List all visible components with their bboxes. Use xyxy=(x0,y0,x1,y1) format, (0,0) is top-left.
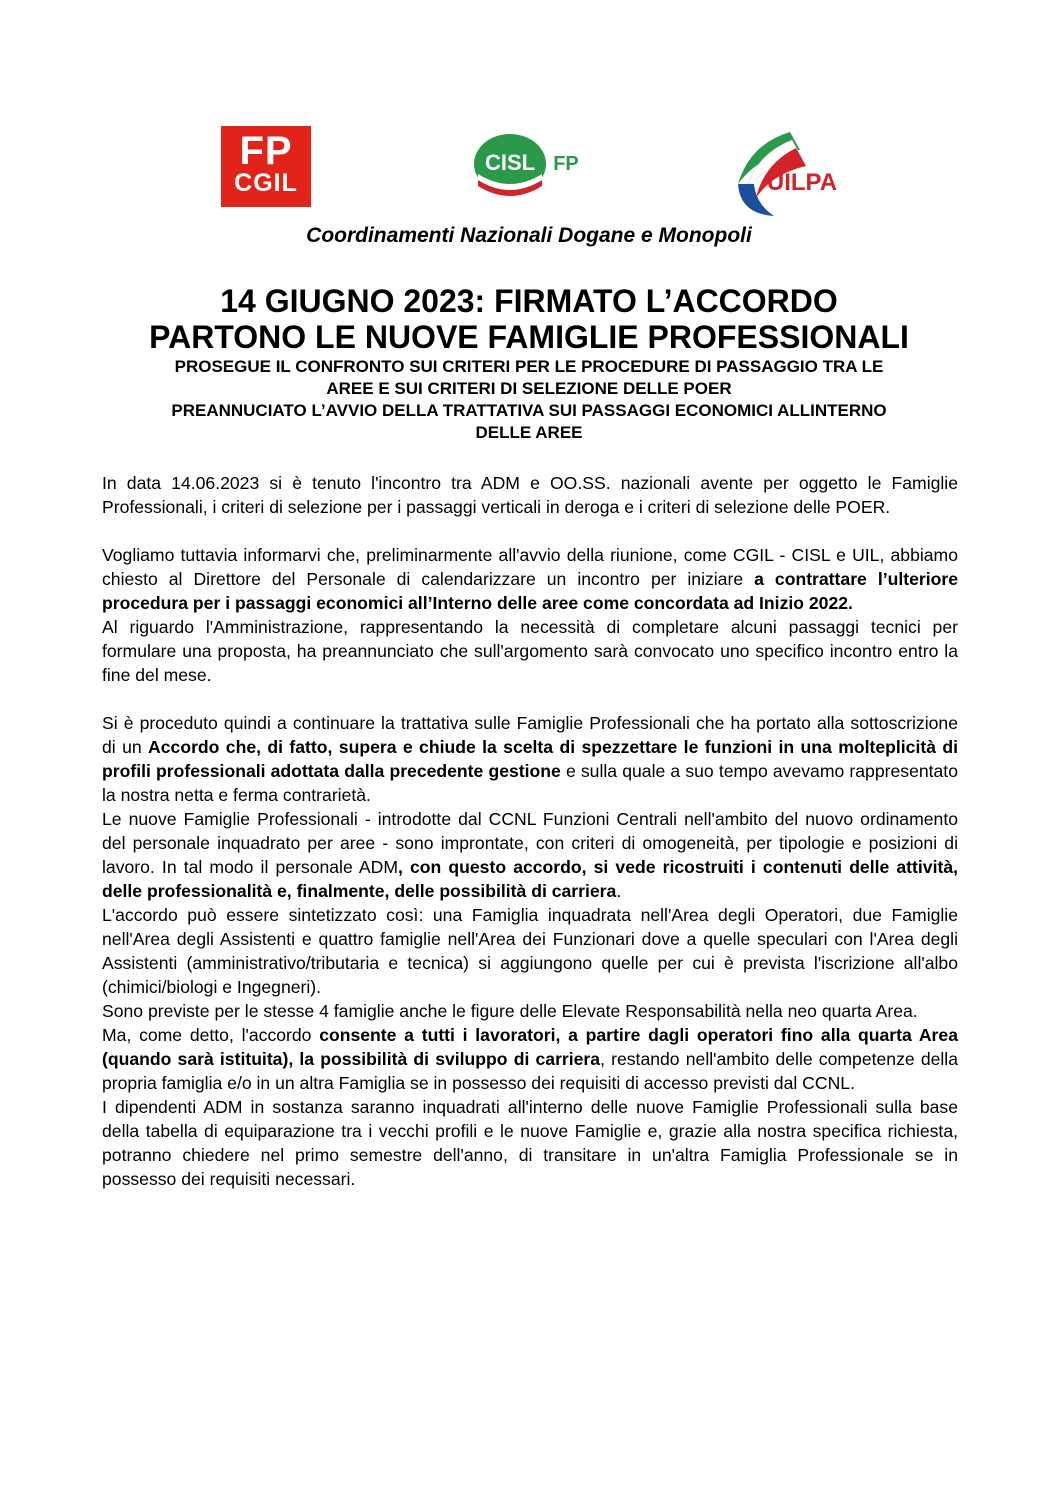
paragraph-8 xyxy=(102,1023,958,1095)
uilpa-logo-text: UILPA xyxy=(766,169,838,196)
subtitle: Coordinamenti Nazionali Dogane e Monopoli xyxy=(306,224,752,247)
headline-line-1: 14 GIUGNO 2023: FIRMATO L’ACCORDO xyxy=(220,283,838,319)
paragraph-2-text: Vogliamo tuttavia informarvi che, preliminarmente all'avvio della riunione, come CGIL - CISL e UIL, abbiamo chiesto al Direttore del Personale di calendarizzare un incontro per iniziare xyxy=(102,545,958,589)
paragraph-4-bold: Accordo che, di fatto, supera e chiude la scelta di spezzettare le funzioni in una molteplicità di profili professionali adottata dalla precedente gestione xyxy=(102,737,959,781)
subhead-line-4: DELLE AREE xyxy=(475,423,583,442)
fp-cgil-logo xyxy=(221,126,311,207)
headline-line-2: PARTONO LE NUOVE FAMIGLIE PROFESSIONALI xyxy=(149,319,909,355)
paragraph-7: Sono previste per le stesse 4 famiglie anche le figure delle Elevate Responsabilità nella neo quarta Area. xyxy=(102,1001,918,1021)
paragraph-4 xyxy=(102,711,958,807)
logo-row xyxy=(0,120,1058,225)
uilpa-logo xyxy=(730,124,845,220)
paragraph-3: Al riguardo l'Amministrazione, rappresentando la necessità di completare alcuni passaggi tecnici per formulare una proposta, ha preannunciato che sull'argomento sarà convocato uno specifico incontro entro la fine del mese. xyxy=(102,617,958,685)
paragraph-5 xyxy=(102,807,958,903)
paragraph-2 xyxy=(102,543,958,615)
paragraph-9: I dipendenti ADM in sostanza saranno inquadrati all'interno delle nuove Famiglie Professionali sulla base della tabella di equiparazione tra i vecchi profili e le nuove Famiglie e, grazie alla nostra specifica richiesta, potranno chiedere nel primo semestre dell'anno, di transitare in un'altra Famiglia Professionale se in possesso dei requisiti necessari. xyxy=(102,1097,958,1189)
subhead-line-1: PROSEGUE IL CONFRONTO SUI CRITERI PER LE PROCEDURE DI PASSAGGIO TRA LE xyxy=(174,357,884,376)
document-body xyxy=(102,471,958,1191)
subhead xyxy=(0,356,1058,444)
paragraph-5-text: Le nuove Famiglie Professionali - introdotte dal CCNL Funzioni Centrali nell'ambito del nuovo ordinamento del personale inquadrato per aree - sono improntate, con criteri di omogeneità, per tipologie e posizioni di lavoro. In tal modo il personale ADM xyxy=(102,809,958,877)
cisl-fp-logo xyxy=(470,128,590,206)
fp-cgil-logo-line1: FP xyxy=(239,129,293,173)
cisl-logo-text: CISL xyxy=(484,150,536,175)
paragraph-8-text: Ma, come detto, l'accordo xyxy=(102,1025,320,1045)
cisl-logo-fp-text: FP xyxy=(553,153,579,175)
paragraph-2-bold: a contrattare l’ulteriore procedura per i passaggi economici all’Interno delle aree come concordata ad Inizio 2022. xyxy=(102,569,958,613)
paragraph-1: In data 14.06.2023 si è tenuto l'incontro tra ADM e OO.SS. nazionali avente per oggetto le Famiglie Professionali, i criteri di selezione per i passaggi verticali in deroga e i criteri di selezione delle POER. xyxy=(102,473,958,517)
paragraph-5-tail: . xyxy=(616,881,622,901)
subhead-line-3: PREANNUCIATO L’AVVIO DELLA TRATTATIVA SUI PASSAGGI ECONOMICI ALLINTERNO xyxy=(171,401,887,420)
paragraph-4-text: Si è proceduto quindi a continuare la trattativa sulle Famiglie Professionali che ha portato alla sottoscrizione di un xyxy=(102,713,958,757)
paragraph-6: L'accordo può essere sintetizzato così: una Famiglia inquadrata nell'Area degli Operatori, due Famiglie nell'Area degli Assistenti e quattro famiglie nell'Area dei Funzionari dove a quelle speculari con l'Area degli Assistenti (amministrativo/tributaria e tecnica) si aggiungono quelle per cui è prevista l'iscrizione all'albo (chimici/biologi e Ingegneri). xyxy=(102,905,958,997)
paragraph-5-bold: , con questo accordo, si vede ricostruiti i contenuti delle attività, delle professionalità e, finalmente, delle possibilità di carriera xyxy=(102,857,958,901)
subhead-line-2: AREE E SUI CRITERI DI SELEZIONE DELLE POER xyxy=(326,379,732,398)
paragraph-8-tail: , restando nell'ambito delle competenze della propria famiglia e/o in un altra Famiglia se in possesso dei requisiti di accesso previsti dal CCNL. xyxy=(102,1049,958,1093)
headline xyxy=(0,283,1058,355)
paragraph-8-bold: consente a tutti i lavoratori, a partire dagli operatori fino alla quarta Area (quando sarà istituita), la possibilità di sviluppo di carriera xyxy=(102,1025,958,1069)
fp-cgil-logo-line2: CGIL xyxy=(234,169,298,197)
paragraph-4-tail: e sulla quale a suo tempo avevamo rappresentato la nostra netta e ferma contrarietà. xyxy=(102,761,958,805)
